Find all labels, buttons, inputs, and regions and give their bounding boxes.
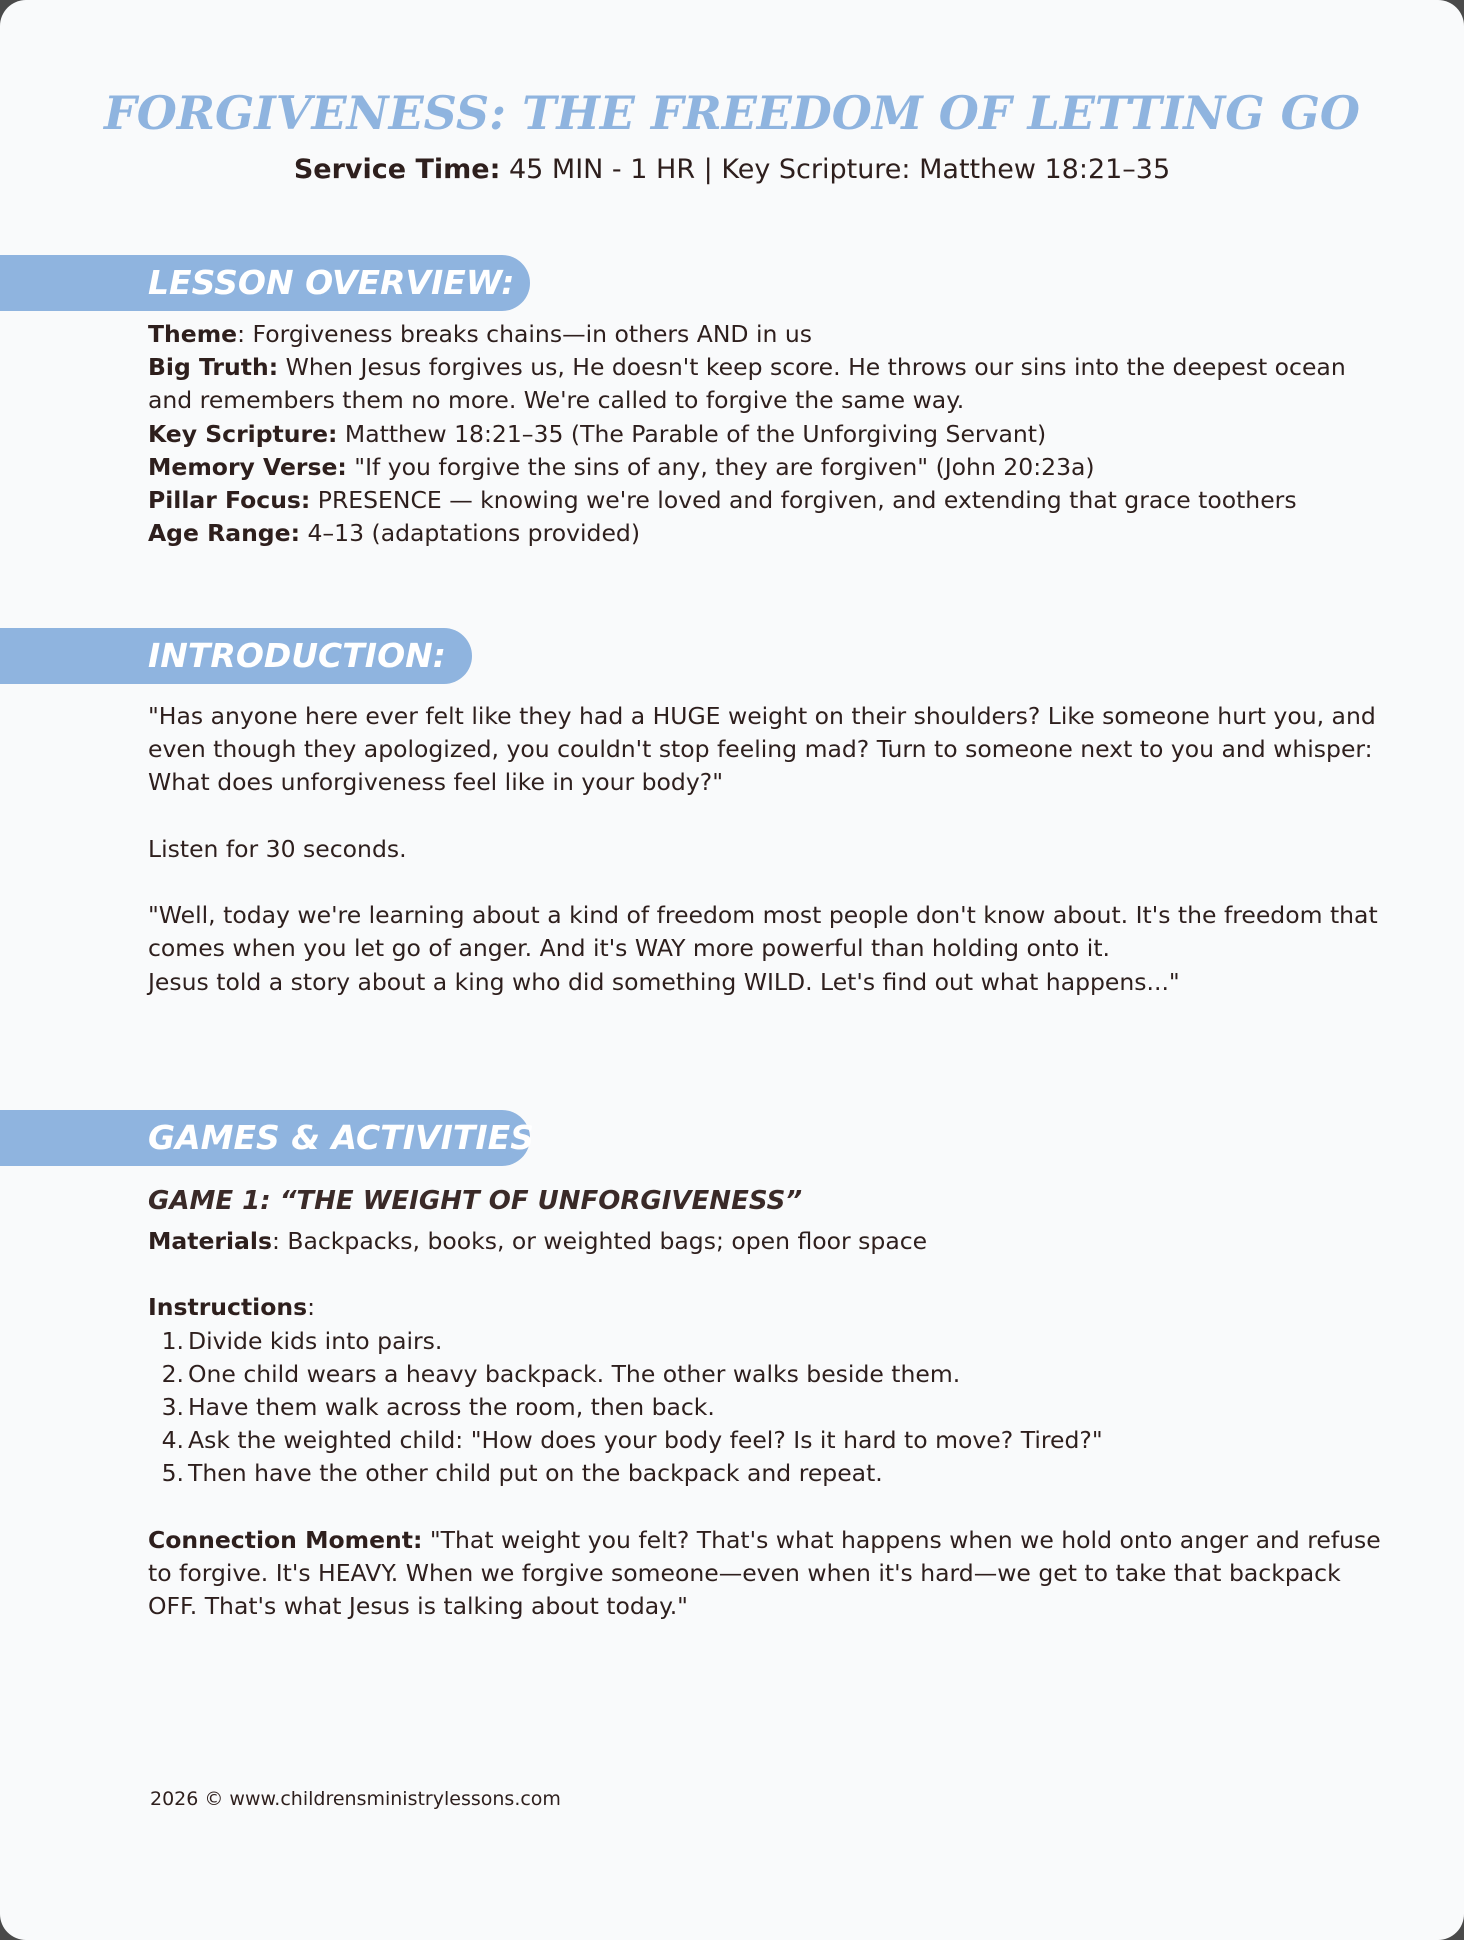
memory-verse-label: Memory Verse: — [148, 452, 347, 481]
materials-line — [148, 1225, 1388, 1258]
instructions-line — [148, 1291, 1388, 1324]
paragraph-gap — [148, 866, 1388, 899]
list-item — [148, 1391, 1388, 1424]
step-text: Then have the other child put on the backpack and repeat. — [188, 1459, 883, 1488]
connection-moment-label: Connection Moment: — [148, 1525, 423, 1554]
page-subtitle — [0, 154, 1464, 185]
instruction-steps — [148, 1325, 1388, 1491]
paragraph-gap — [148, 1258, 1388, 1291]
intro-instruction: Listen for 30 seconds. — [148, 834, 407, 863]
age-range-label: Age Range: — [148, 519, 300, 548]
intro-paragraph: "Well, today we're learning about a kind of freedom most people don't know about. It's the freedom that comes when you let go of anger. And it's WAY more powerful than holding onto it. — [148, 901, 1378, 963]
big-truth-value: When Jesus forgives us, He doesn't keep score. He throws our sins into the deepest ocean and remembers them no more. We're called to forgive the same way. — [148, 353, 1346, 415]
page-title: FORGIVENESS: THE FREEDOM OF LETTING GO — [104, 86, 1360, 140]
step-text: Have them walk across the room, then back. — [188, 1393, 715, 1421]
step-number: 5. — [161, 1459, 184, 1488]
key-scripture-label: Key Scripture: — [148, 419, 338, 448]
pillar-focus-label: Pillar Focus: — [148, 486, 311, 515]
game-1-content — [148, 1225, 1388, 1623]
key-scripture-line — [148, 418, 1388, 451]
materials-label: Materials — [148, 1227, 272, 1255]
list-item — [148, 1457, 1388, 1490]
step-number: 1. — [161, 1326, 184, 1355]
step-number: 2. — [161, 1359, 184, 1388]
theme-label: Theme — [148, 320, 238, 348]
list-item — [148, 1325, 1388, 1358]
age-range-value: 4–13 (adaptations provided) — [299, 519, 641, 548]
theme-line — [148, 318, 1388, 351]
copyright-footer: 2026 © www.childrensministrylessons.com — [150, 1788, 561, 1810]
step-number: 3. — [161, 1393, 184, 1421]
paragraph-gap — [148, 800, 1388, 833]
list-item — [148, 1424, 1388, 1457]
step-number: 4. — [161, 1426, 184, 1455]
section-heading-introduction: INTRODUCTION: — [0, 628, 472, 684]
big-truth-line — [148, 351, 1388, 417]
intro-paragraph: "Has anyone here ever felt like they had a HUGE weight on their shoulders? Like someone hurt you, and even though they apologized, you couldn't stop feeling mad? Turn to someone next to you and whisper: What does unforgiveness feel like in your body?" — [148, 702, 1376, 797]
key-scripture-value: Matthew 18:21–35 (The Parable of the Unforgiving Servant) — [337, 419, 1047, 448]
step-text: One child wears a heavy backpack. The other walks beside them. — [188, 1359, 961, 1388]
intro-paragraph: Jesus told a story about a king who did something WILD. Let's find out what happens..." — [148, 967, 1180, 996]
section-heading-lesson-overview: LESSON OVERVIEW: — [0, 255, 530, 311]
connection-moment-value: "That weight you felt? That's what happens when we hold onto anger and refuse to forgive. It's HEAVY. When we forgive someone—even when it's hard—we get to take that backpack OFF. That's what Jesus is talking about today." — [148, 1525, 1381, 1621]
instructions-label: Instructions — [148, 1293, 308, 1322]
step-text: Divide kids into pairs. — [188, 1326, 443, 1355]
pillar-focus-value: PRESENCE — knowing we're loved and forgiven, and extending that grace toothers — [310, 486, 1297, 515]
list-item — [148, 1358, 1388, 1391]
memory-verse-value: "If you forgive the sins of any, they are forgiven" (John 20:23a) — [346, 452, 1095, 481]
section-heading-games-activities: GAMES & ACTIVITIES — [0, 1110, 530, 1166]
service-time-value: 45 MIN - 1 HR | Key Scripture: Matthew 18:21–35 — [500, 154, 1171, 185]
age-range-line — [148, 517, 1388, 550]
pillar-focus-line — [148, 484, 1388, 517]
service-time-label: Service Time: — [293, 154, 501, 185]
paragraph-gap — [148, 1491, 1388, 1524]
lesson-overview-content — [148, 318, 1388, 550]
theme-value: : Forgiveness breaks chains—in others AND in us — [237, 320, 813, 348]
step-text: Ask the weighted child: "How does your body feel? Is it hard to move? Tired?" — [188, 1426, 1103, 1455]
memory-verse-line — [148, 451, 1388, 484]
game-1-title: GAME 1: “THE WEIGHT OF UNFORGIVENESS” — [148, 1186, 803, 1216]
connection-moment-line — [148, 1524, 1388, 1624]
introduction-content — [148, 700, 1388, 999]
instructions-colon: : — [307, 1293, 316, 1322]
big-truth-label: Big Truth: — [148, 353, 279, 382]
materials-value: : Backpacks, books, or weighted bags; open floor space — [271, 1227, 928, 1255]
